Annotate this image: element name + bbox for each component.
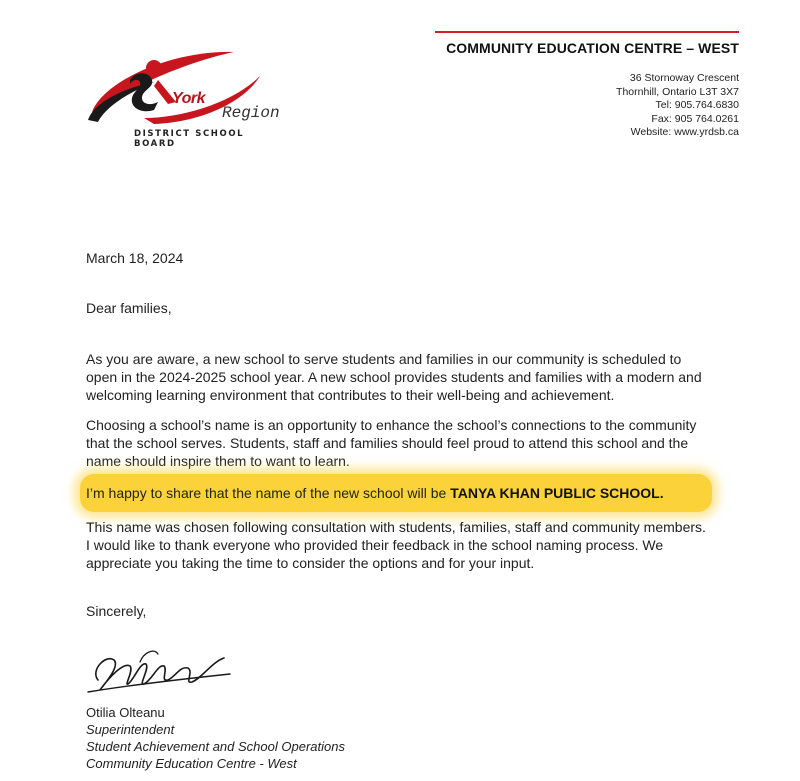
paragraph-line: name should inspire them to want to learn. [86,453,350,469]
address-street: 36 Stornoway Crescent [629,72,739,84]
paragraph-naming [86,416,766,470]
logo-text-york: York [172,90,205,107]
paragraph-line: This name was chosen following consultation with students, families, staff and community members. [86,519,706,535]
letter-greeting: Dear families, [86,300,172,316]
school-name: TANYA KHAN PUBLIC SCHOOL. [450,485,664,501]
signatory-office: Community Education Centre - West [86,756,297,771]
paragraph-thanks [86,518,766,572]
paragraph-line: that the school serves. Students, staff and families should feel proud to attend this school and the [86,435,689,451]
announcement-line [86,484,664,502]
paragraph-line: open in the 2024-2025 school year. A new school provides students and families with a modern and [86,369,702,385]
letter-date: March 18, 2024 [86,250,184,266]
letter-closing: Sincerely, [86,603,147,619]
york-region-logo [84,40,284,149]
announcement-prefix: I’m happy to share that the name of the new school will be [86,485,451,501]
signatory-title: Superintendent [86,722,175,737]
signature-block [86,704,345,772]
address-block [616,72,739,140]
paragraph-intro [86,350,766,404]
centre-title: COMMUNITY EDUCATION CENTRE – WEST [446,40,739,56]
signatory-department: Student Achievement and School Operations [86,739,345,754]
paragraph-line: As you are aware, a new school to serve students and families in our community is scheduled to [86,351,682,367]
address-city: Thornhill, Ontario L3T 3X7 [616,85,739,98]
address-phone: Tel: 905.764.6830 [655,99,739,112]
paragraph-line: I would like to thank everyone who provided their feedback in the school naming process. We [86,537,664,553]
paragraph-line: Choosing a school’s name is an opportunity to enhance the school’s connections to the community [86,417,697,433]
logo-text-region: Region [222,104,280,122]
signatory-name: Otilia Olteanu [86,705,165,720]
signature-image [84,640,234,700]
paragraph-line: welcoming learning environment that contributes to their well-being and achievement. [86,387,615,403]
header-divider [435,31,739,33]
logo-text-board: DISTRICT SCHOOL BOARD [134,129,245,149]
paragraph-line: appreciate you taking the time to consider the options and for your input. [86,555,535,571]
address-website: Website: www.yrdsb.ca [630,126,739,139]
address-fax: Fax: 905 764.0261 [651,112,739,125]
